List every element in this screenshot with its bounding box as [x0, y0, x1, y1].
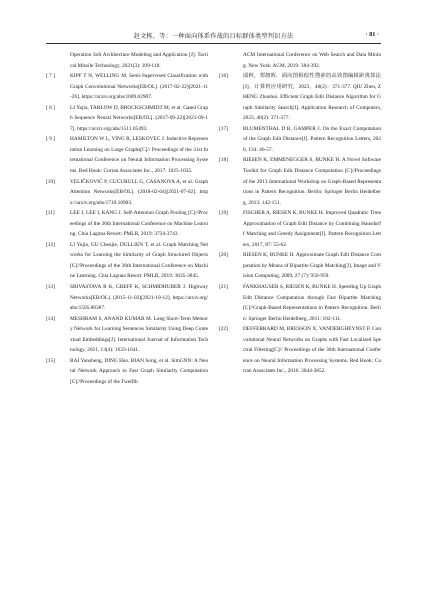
reference-number: [19] — [219, 210, 228, 217]
reference-item — [219, 324, 381, 377]
reference-text: KIPF T N, WELLING M. Semi-Supervised Classification with Graph Convolutional Networks[EB/OL]. (2017-02-22)[2021-11-26]. https://arxiv.org/abs/1609.02907. — [70, 73, 208, 101]
reference-item — [219, 124, 381, 156]
running-header-title: 赵文栋，等：一种面向体系作战的目标群体类型判识方法 — [133, 33, 294, 40]
reference-text: LI Yujia, TARLOW D, BROCKSCHMIDT M, et al. Gated Graph Sequence Neural Networks[EB/OL]. (2017-09-22)[2021-09-17]. https://arxiv.org/abs/1511.05493. — [70, 104, 208, 132]
reference-item — [46, 50, 208, 71]
reference-item — [46, 356, 208, 388]
reference-item — [219, 71, 381, 124]
reference-text: RIESEN K, EMMENEGGER S, BUNKE H. A Novel Software Toolkit for Graph Edit Distance Computation [C]//Proceedings of the 2013 International Workshop on Graph-Based Representations in Pattern Recognition. Berlin: Springer Berlin Heidelberg, 2013: 142-151. — [243, 157, 381, 206]
reference-text: SRIVASTAVA R K, GREFF K, SCHMIDHUBER J. Highway Networks[EB/OL]. (2015-11-03)[2021-10-12]. https://arxiv.org/abs/1505.00387. — [70, 284, 208, 312]
reference-number: [ 7 ] — [46, 73, 55, 80]
reference-number: [ 9 ] — [46, 136, 55, 143]
reference-text: BAI Yunsheng, DING Hao, BIAN Song, et al. SimGNN: A Neural Network Approach to Fast Graph Similarity Computation[C]//Proceedings of the Twelfth — [70, 357, 208, 385]
reference-item — [46, 314, 208, 356]
reference-text: 邱秋，郑朝晖．面向图相似性搜索的高效图编辑距离算法[J]．计算机应用研究，2023，40(2)：371-377. QIU Zhen, ZHENG Zhaohui. Efficient Graph Edit Distance Algorithm for Graph Similarity Search[J]. Application Research of Computers, 2023, 40(2): 371-377. — [243, 73, 381, 122]
running-header — [46, 27, 381, 44]
reference-number: [18] — [219, 157, 228, 164]
reference-text: BLUMENTHAL D B, GAMPER J. On the Exact Computation of the Graph Edit Distance[J]. Pattern Recognition Letters, 2020, 134: 46-57. — [243, 125, 381, 153]
reference-text: VELIČKOVIĆ P, CUCURULL G, CASANOVA A, et al. Graph Attention Networks[EB/OL]. (2018-02-04)[2021-07-02]. https://arxiv.org/abs/1710.10903. — [70, 178, 208, 206]
left-column-references — [46, 50, 208, 388]
right-column-references — [219, 50, 381, 377]
reference-item — [219, 50, 381, 71]
reference-number: [14] — [46, 315, 55, 322]
reference-number: [12] — [46, 241, 55, 248]
reference-number: [22] — [219, 326, 228, 333]
reference-text: HAMILTON W L, YING R, LESKOVEC J. Inductive Representation Learning on Large Graphs[C]// Proceedings of the 31st International Conference on Neural Information Processing Systems. Red Hook: Curran Associates Inc., 2017: 1025-1035. — [70, 136, 208, 175]
reference-number: [ 8 ] — [46, 104, 55, 111]
reference-number: [11] — [46, 210, 55, 217]
reference-number: [13] — [46, 284, 55, 291]
reference-item — [46, 177, 208, 209]
reference-item — [219, 282, 381, 324]
reference-number: [16] — [219, 73, 228, 80]
reference-text: ACM International Conference on Web Search and Data Mining. New York: ACM, 2019: 384-392. — [243, 52, 381, 69]
reference-number: [21] — [219, 284, 228, 291]
reference-item — [219, 250, 381, 282]
reference-item — [46, 103, 208, 135]
reference-item — [46, 71, 208, 103]
reference-text: FISCHER A, RIESEN K, BUNKE H. Improved Quadratic Time Approximation of Graph Edit Distance by Combining Hausdorff Matching and Greedy Assignment[J]. Pattern Recognition Letters, 2017, 87: 55-62. — [243, 210, 381, 248]
reference-text: DEFFERRARD M, BRESSON X, VANDERGHEYNST P. Convolutional Neural Networks on Graphs with Fast Localized Spectral Filtering[C]// Proceedings of the 30th International Conference on Neural Information Processing Systems. Red Hook: Curran Associates Inc., 2016: 3844-3852. — [243, 326, 381, 375]
reference-item — [219, 208, 381, 250]
reference-item — [46, 134, 208, 176]
reference-text: LEE J, LEE I, KANG J. Self-Attention Graph Pooling [C]//Proceedings of the 36th International Conference on Machine Learning. Chia Laguna Resort: PMLR, 2019: 3734-3743. — [70, 210, 208, 238]
reference-number: [20] — [219, 252, 228, 259]
reference-text: FANKHAUSER S, RIESEN K, BUNKE H. Speeding Up Graph Edit Distance Computation through Fast Bipartite Matching[C]//Graph-Based Representations in Pattern Recognition. Berlin: Springer Berlin Heidelberg, 2011: 102-111. — [243, 284, 381, 322]
reference-item — [46, 208, 208, 240]
reference-number: [10] — [46, 178, 55, 185]
reference-number: [15] — [46, 357, 55, 364]
reference-item — [46, 240, 208, 282]
reference-text: LI Yujia, GU Chenjie, DULLIEN T, et al. Graph Matching Networks for Learning the Similarity of Graph Structured Objects[C]//Proceedings of the 36th International Conference on Machine Learning. Chia Laguna Resort: PMLR, 2019: 3835-3845. — [70, 241, 208, 280]
reference-text: MESHRAM S, ANAND KUMAR M. Long Short-Term Memory Network for Learning Sentences Similarity Using Deep Contextual Embeddings[J]. International Journal of Information Technology, 2021, 13(4): 1633-1641. — [70, 315, 208, 354]
reference-item — [46, 282, 208, 314]
reference-text: RIESEN K, BUNKE H. Approximate Graph Edit Distance Computation by Means of Bipartite Graph Matching[J]. Image and Vision Computing, 2009, 27 (7): 950-959. — [243, 252, 381, 280]
page-number: · 81 · — [365, 31, 379, 38]
reference-item — [219, 155, 381, 208]
reference-text: Operation SoS Architecture Modeling and Application [J]. Tactical Missile Technology, 2021(3): 109-118. — [70, 52, 208, 69]
reference-number: [17] — [219, 125, 228, 132]
